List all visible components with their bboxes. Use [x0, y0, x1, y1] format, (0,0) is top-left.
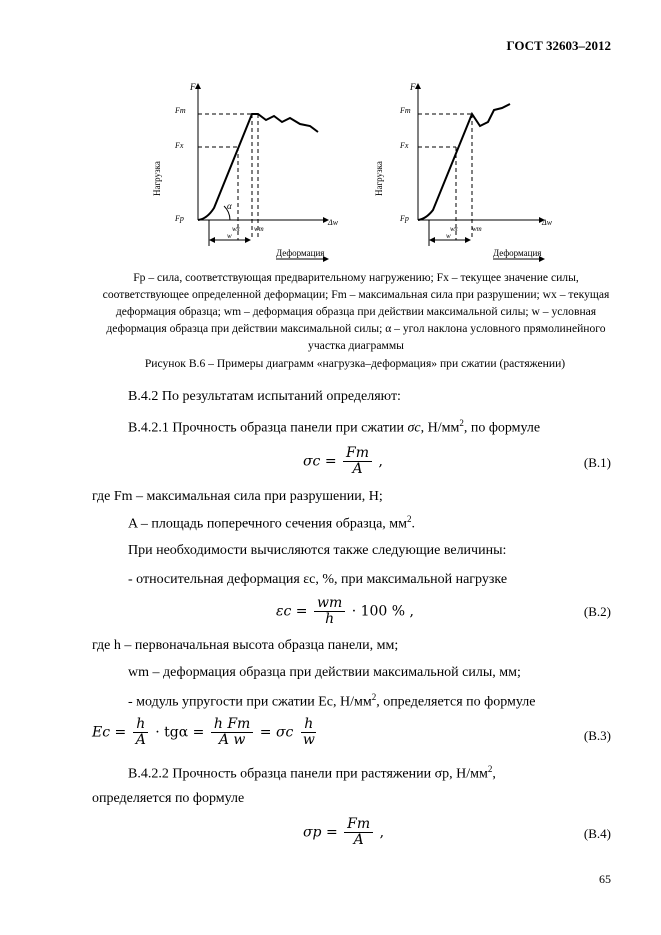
paragraph-4-2: В.4.2 По результатам испытаний определяют: [128, 389, 401, 404]
fx-label: Fx [175, 141, 184, 150]
f3-f: A w [218, 732, 246, 748]
figure-caption: Fp – сила, соответствующая предварительному нагружению; Fx – текущее значение силы, соответствующее определенной деформации; Fm – максимальная сила при разрушении; wx – текущая деформация образца; wm – деформация образца при действии максимальной силы; w – условная деформация образца при действии максимальной силы; α – угол наклона условного прямолинейного участка диаграммы [102, 271, 610, 352]
p2-text-c: , по формуле [463, 420, 541, 436]
figure-diagrams [150, 78, 553, 266]
f2-tail: · 100 % , [351, 603, 414, 620]
f2-lhs: εc = [276, 603, 308, 620]
fm-label-right: Fm [400, 106, 411, 115]
w-label-right: w [446, 232, 451, 240]
wm-label: wm [254, 225, 264, 233]
axis-f-label: F [190, 82, 196, 92]
f4-numerator: Fm [344, 817, 373, 833]
paragraph-relative-deformation: - относительная деформация εc, %, при максимальной нагрузке [128, 572, 508, 587]
f3-c: A [135, 732, 146, 748]
formula-b3 [92, 717, 320, 748]
where-a-sup: 2 [407, 514, 412, 524]
fx-label-right: Fx [400, 141, 409, 150]
p5-text-b: , определяется по формуле [376, 694, 536, 710]
where-fm: где Fm – максимальная сила при разрушении, Н; [92, 489, 383, 504]
wm-label-right: wm [472, 225, 482, 233]
w-label: w [227, 232, 232, 240]
formula-b2 [276, 596, 414, 627]
figure-title: Рисунок В.6 – Примеры диаграмм «нагрузка–деформация» при сжатии (растяжении) [144, 357, 566, 370]
f1-numerator: Fm [343, 446, 372, 462]
paragraph-modulus [128, 692, 535, 711]
where-wm: wm – деформация образца при действии максимальной силы, мм; [128, 665, 521, 680]
sigma-c: σc [407, 420, 421, 436]
wx-label-right: wx [450, 225, 458, 233]
p5-text-a: - модуль упругости при сжатии Ec, Н/мм [128, 694, 372, 710]
f2-denominator: h [325, 611, 335, 627]
load-label: Нагрузка [152, 161, 162, 196]
p2-text-a: В.4.2.1 Прочность образца панели при сжатии [128, 420, 408, 436]
f4-tail: , [379, 824, 385, 841]
p6-end: , [492, 766, 496, 782]
f4-denominator: A [353, 832, 364, 848]
formula-b1 [303, 446, 383, 477]
f3-a: Ec = [92, 724, 127, 741]
f3-e: h Fm [211, 717, 253, 733]
diagram-right [374, 82, 553, 259]
f3-h: h [301, 717, 316, 733]
p6-sup: 2 [487, 764, 493, 774]
fm-label: Fm [175, 106, 186, 115]
formula-b1-number: (В.1) [583, 455, 611, 470]
p6-text: В.4.2.2 Прочность образца панели при растяжении σр, Н/мм [128, 766, 488, 782]
document-header: ГОСТ 32603–2012 [506, 38, 611, 53]
formula-b3-number: (В.3) [583, 728, 611, 743]
where-a-end: . [411, 516, 416, 532]
formula-b4 [303, 817, 384, 848]
paragraph-optional: При необходимости вычисляются также следующие величины: [128, 543, 507, 558]
f2-numerator: wm [314, 596, 345, 612]
formula-b4-number: (В.4) [583, 826, 611, 841]
fp-label: Fp [175, 214, 184, 223]
w-axis-label: Δw [328, 218, 339, 227]
sup-2: 2 [459, 418, 464, 428]
p5-sup: 2 [371, 692, 377, 702]
paragraph-4-2-2 [128, 764, 496, 783]
f3-b: h [133, 717, 148, 733]
f3-g: = σc [259, 724, 294, 741]
page-number: 65 [599, 872, 611, 886]
diagram-left [152, 82, 339, 259]
paragraph-defined-by: определяется по формуле [92, 791, 245, 806]
f3-i: w [302, 732, 315, 748]
f1-tail: , [378, 453, 383, 470]
where-h: где h – первоначальная высота образца панели, мм; [92, 638, 399, 653]
f1-denominator: A [352, 461, 363, 477]
p2-text-b: , Н/мм [420, 420, 460, 436]
axis-f-label-right: F [410, 82, 416, 92]
deformation-label-right: Деформация [493, 248, 542, 258]
f3-d: · tgα = [155, 724, 205, 741]
formula-b2-number: (В.2) [583, 604, 611, 619]
f4-lhs: σр = [303, 824, 338, 841]
wx-label: wx [232, 225, 240, 233]
where-a [128, 514, 415, 533]
fp-label-right: Fp [400, 214, 409, 223]
load-label-right: Нагрузка [374, 161, 384, 196]
w-axis-label-right: Δw [542, 218, 553, 227]
paragraph-4-2-1 [128, 418, 540, 437]
f1-lhs: σc = [303, 453, 337, 470]
where-a-text: A – площадь поперечного сечения образца, мм [128, 516, 408, 532]
alpha-label: α [227, 201, 232, 211]
deformation-label: Деформация [276, 248, 325, 258]
